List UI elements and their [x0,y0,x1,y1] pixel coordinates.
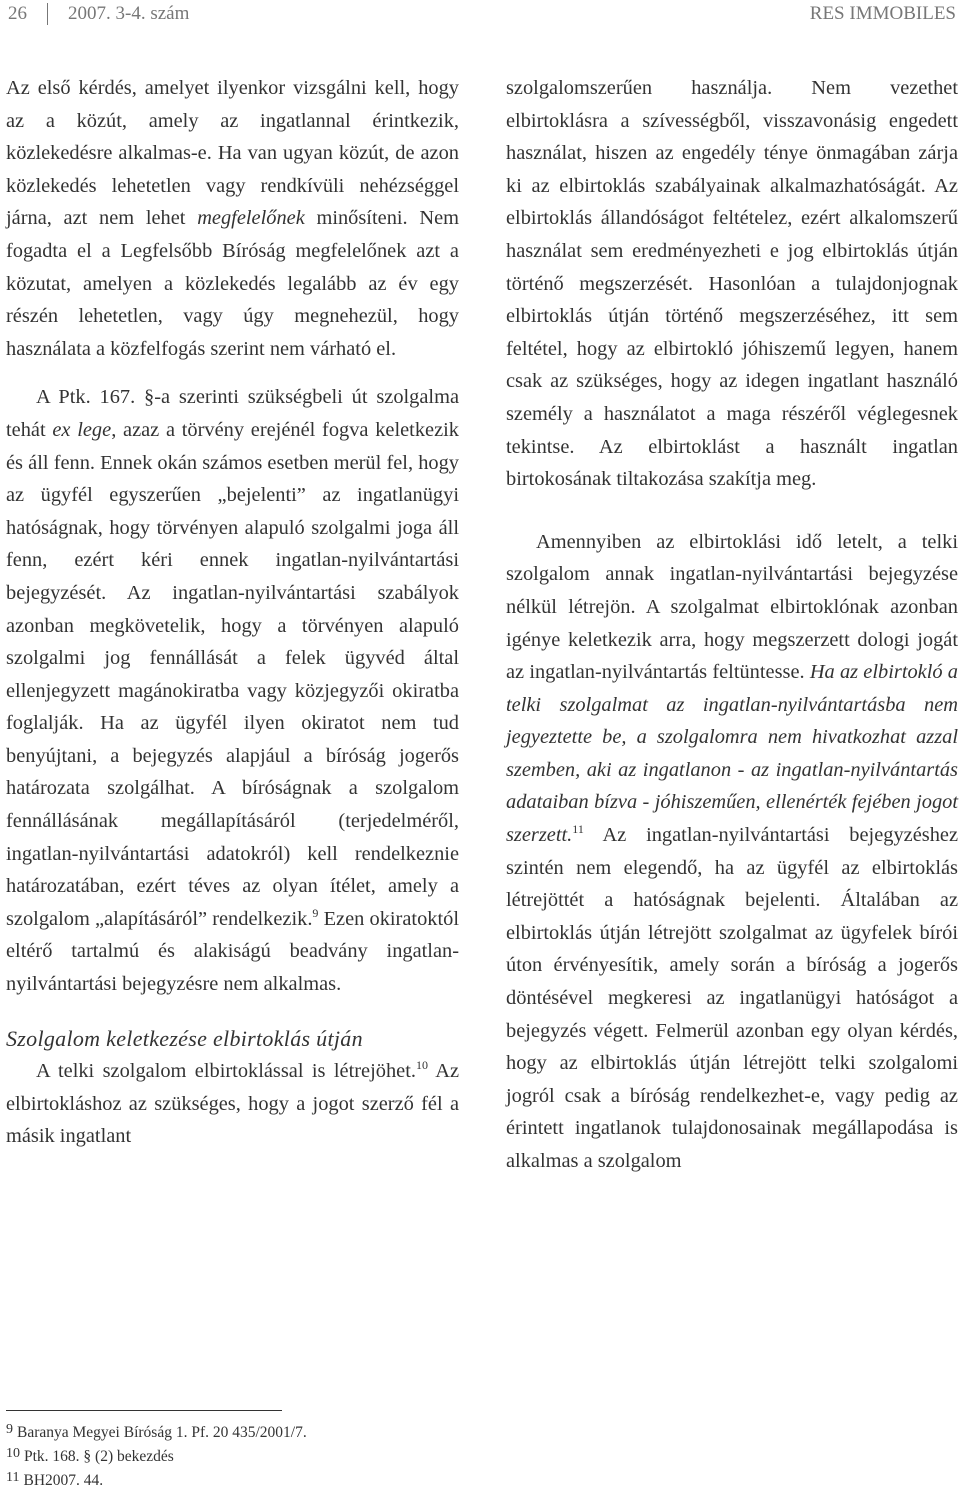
footnote-text: Ptk. 168. § (2) bekezdés [24,1448,174,1465]
italic-quote: Ha az elbirtokló a telki szolgalmat az ingatlan-nyilvántartásba nem jegyeztette be, a szolgalomra nem hivatkozhat azzal szemben, aki az ingatlanon - az ingatlan-nyilvántartás adataiban bízva - jóhiszeműen, ellenérték fejében jogot szerzett. [506,661,958,847]
paragraph [6,381,459,1000]
paragraph [6,72,459,365]
text-run: Az ingatlan-nyilvántartási bejegyzéshez szintén nem elegendő, ha az ügyfél az elbirtoklás létrejöttét a hatóságnak bejelenti. Általában az elbirtoklás útján létrejött szolgalmat az ügyfelek bírói úton érvényesítik, amely során a bíróság a jogerős döntésével megkeresi az ingatlanügyi hatóságot a bejegyzés végett. Felmerül azonban egy olyan kérdés, hogy az elbirtoklás útján létrejött telki szolgalomi jogról csak a bíróság rendelkezhet-e, vagy pedig az érintett ingatlanok tulajdonosainak megállapodása is alkalmas a szolgalom [506,824,958,1172]
footnote-text: BH2007. 44. [23,1472,104,1489]
footnote-number: 10 [6,1446,20,1461]
footnote-ref[interactable]: 10 [415,1058,428,1073]
footnote-number: 11 [6,1470,20,1485]
text-run: A telki szolgalom elbirtoklással is létrejöhet. [36,1060,416,1083]
section-heading: Szolgalom keletkezése elbirtoklás útján [6,1025,363,1051]
text-run: , azaz a törvény erejénél fogva keletkezik és áll fenn. Ennek okán számos esetben merül fel, hogy az ügyfél egyszerűen „bejelenti” az ingatlanügyi hatóságnak, hogy törvényen alapuló szolgalmi joga áll fenn, ezért kéri ennek ingatlan-nyilvántartási bejegyzését. Az ingatlan-nyilvántartási szabályok azonban megkövetelik, hogy a törvényen alapuló szolgalmi jog fennállását a felek ügyvéd által ellenjegyzett magánokiratba vagy közjegyzői okiratba foglalják. Ha az ügyfél ilyen okiratot nem tud benyújtani, a bejegyzés alapjául a bíróság jogerős határozata szolgálhat. A bíróságnak a szolgalom fennállásának megállapításáról (terjedelméről, ingatlan-nyilvántartási adatokról) kell rendelkeznie határozatában, ezért téves az olyan ítélet, amely a szolgalom „alapításáról” rendelkezik. [6,418,459,930]
text-run: Az elbirtokláshoz az szükséges, hogy a jogot szerző fél a másik ingatlant [6,1060,459,1148]
text-run: minősíteni. Nem fogadta el a Legfelsőbb Bíróság megfelelőnek azt a közutat, amelyen a közlekedés legalább az év egy részén lehetetlen, vagy úgy megnehezül, hogy használata a közfelfogás szerint nem várható el. [6,207,459,360]
text-run: A Ptk. 167. §-a szerinti szükségbeli út szolgalma tehát [6,386,459,441]
italic-term: ex lege [52,418,112,441]
journal-title: RES IMMOBILES [809,3,956,24]
footnote-text: Baranya Megyei Bíróság 1. Pf. 20 435/2001/7. [17,1424,307,1441]
page-header [8,0,956,30]
right-column [506,72,958,1178]
footnote-item [6,1467,506,1491]
paragraph [6,1055,459,1153]
text-run: Az első kérdés, amelyet ilyenkor vizsgálni kell, hogy az a közút, amely az ingatlannal érintkezik, közlekedésre alkalmas-e. Ha van ugyan közút, de azon közlekedés lehetetlen vagy rendkívüli nehézséggel járna, azt nem lehet [6,77,459,230]
footnote-item [6,1443,506,1467]
italic-term: megfelelőnek [197,207,305,230]
footnotes [6,1419,506,1491]
footnote-number: 9 [6,1422,13,1437]
issue-label: 2007. 3-4. szám [68,3,190,24]
text-run: Amennyiben az elbirtoklási idő letelt, a telki szolgalom annak ingatlan-nyilvántartási bejegyzése nélkül létrejön. A szolgalmat elbirtoklónak azonban igénye keletkezik arra, hogy megszerzett dologi jogát az ingatlan-nyilvántartás feltüntesse. [506,530,958,684]
footnote-item [6,1419,506,1443]
page-number: 26 [8,3,27,24]
text-run: Ezen okiratoktól eltérő tartalmú és alakiságú beadvány ingatlan-nyilvántartási bejegyzésre nem alkalmas. [6,907,459,996]
header-divider [47,3,48,25]
footnote-divider [6,1410,282,1411]
left-column [6,72,459,1153]
footnote-ref[interactable]: 11 [572,822,584,837]
footnote-ref[interactable]: 9 [312,906,319,921]
paragraph [506,526,958,1178]
paragraph: szolgalomszerűen használja. Nem vezethet elbirtoklásra a szívességből, visszavonásig engedett használat, hiszen az engedély ténye önmagában zárja ki az elbirtoklás szabályainak alkalmazhatóságát. Az elbirtoklás állandóságot feltételez, ezért alkalomszerű használat sem eredményezheti e jog elbirtoklás útján történő megszerzését. Hasonlóan a tulajdonjognak elbirtoklás útján történő megszerzéséhez, itt sem feltétel, hogy az elbirtokló jóhiszemű legyen, hanem csak az szükséges, hogy az idegen ingatlant használó személy a használatot a maga részéről véglegesnek tekintse. Az elbirtoklást a használt ingatlan birtokosának tiltakozása szakítja meg. [506,77,958,491]
